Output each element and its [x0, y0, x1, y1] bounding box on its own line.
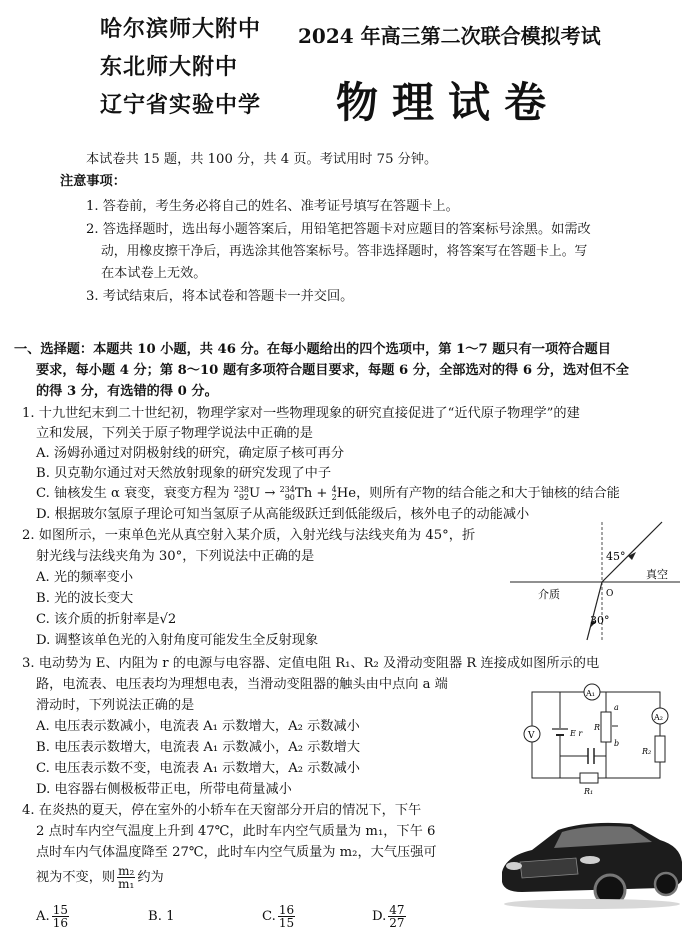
mass-ratio-fraction — [117, 865, 135, 890]
medium-label: 介质 — [538, 588, 560, 601]
exam-title: 2024 年高三第二次联合模拟考试 — [298, 24, 601, 48]
he-atomic-number: 2 — [331, 492, 337, 502]
notice-heading: 注意事项： — [60, 174, 126, 189]
q2-option-a: A. 光的频率变小 — [36, 570, 134, 585]
resistor-r2-label: R₂ — [642, 747, 652, 756]
option-d-label: D. — [372, 909, 387, 924]
decay-arrow: → — [264, 486, 276, 501]
option-b-label: B. — [148, 909, 162, 924]
refraction-diagram — [510, 520, 685, 645]
q1-option-d: D. 根据玻尔氢原子理论可知当氢原子从高能级跃迁到低能级后，核外电子的动能减小 — [36, 507, 530, 522]
car-picture — [492, 800, 687, 912]
school-name-3: 辽宁省实验中学 — [100, 93, 262, 118]
notice-item: 在本试卷上无效。 — [101, 266, 207, 281]
q2-option-b: B. 光的波长变大 — [36, 591, 134, 606]
q4-option-d — [372, 904, 408, 929]
section-heading-cont: 的得 3 分，有选错的得 0 分。 — [36, 384, 218, 399]
notice-item: 1. 答卷前，考生务必将自己的姓名、准考证号填写在答题卡上。 — [86, 199, 459, 214]
u-atomic-number: 92 — [238, 492, 250, 502]
option-c-denominator: 15 — [278, 916, 295, 930]
rheostat-label: R — [594, 723, 601, 732]
resistor-r1 — [580, 773, 598, 783]
q4-stem: 2 点时车内空气温度上升到 47℃，此时车内空气质量为 m₁，下午 6 — [36, 824, 436, 839]
plus-sign: + — [316, 486, 328, 501]
q1-option-b: B. 贝克勒尔通过对天然放射现象的研究发现了中子 — [36, 466, 332, 481]
q4-stem: 4. 在炎热的夏天，停在室外的小轿车在天窗部分开启的情况下，下午 — [22, 803, 422, 818]
option-d-denominator: 27 — [389, 916, 405, 930]
q2-option-d: D. 调整该单色光的入射角度可能发生全反射现象 — [36, 633, 319, 648]
q1-option-c-suffix: ，则所有产物的结合能之和大于铀核的结合能 — [356, 486, 620, 501]
q4-stem: 点时车内气体温度降至 27℃，此时车内空气质量为 m₂，大气压强可 — [36, 845, 437, 860]
ammeter-a2-label: A₂ — [654, 713, 663, 722]
q3-option-a: A. 电压表示数减小，电流表 A₁ 示数增大，A₂ 示数减小 — [36, 719, 360, 734]
notice-item: 3. 考试结束后，将本试卷和答题卡一并交回。 — [86, 289, 354, 304]
point-o-label: O — [606, 589, 614, 599]
q2-stem: 2. 如图所示，一束单色光从真空射入某介质，入射光线与法线夹角为 45°，折 — [22, 528, 476, 543]
resistor-r2 — [655, 736, 665, 762]
car-shadow — [504, 899, 680, 909]
paper-title: 物理试卷 — [336, 78, 561, 127]
option-a-label: A. — [36, 909, 50, 924]
option-c-label: C. — [262, 909, 276, 924]
option-b-value: 1 — [166, 909, 175, 924]
q4-option-c — [262, 904, 297, 929]
q2-option-c: C. 该介质的折射率是√2 — [36, 612, 177, 627]
car-grille — [520, 858, 578, 878]
source-label: E r — [570, 729, 583, 738]
q1-stem: 立和发展，下列关于原子物理学说法中正确的是 — [36, 426, 313, 441]
th-atomic-number: 90 — [284, 492, 295, 502]
vacuum-label: 真空 — [646, 568, 668, 581]
q3-option-b: B. 电压表示数增大，电流表 A₁ 示数减小，A₂ 示数增大 — [36, 740, 361, 755]
angle-30-label: 30° — [590, 614, 610, 627]
q4-option-a — [36, 904, 71, 929]
voltmeter-label: V — [528, 731, 535, 741]
th-symbol: Th — [294, 486, 313, 501]
circuit-outer-loop — [532, 692, 660, 778]
notice-item: 2. 答选择题时，选出每小题答案后，用铅笔把答题卡对应题目的答案标号涂黑。如需改 — [86, 222, 591, 237]
u-symbol: U — [249, 486, 261, 501]
option-a-denominator: 16 — [52, 916, 68, 930]
q4-last-suffix: 约为 — [137, 870, 164, 885]
he-symbol: He — [336, 486, 357, 501]
q2-stem: 射光线与法线夹角为 30°，下列说法中正确的是 — [36, 549, 315, 564]
ratio-denominator: m₁ — [118, 877, 135, 891]
ratio-numerator: m₂ — [118, 864, 135, 878]
terminal-a-label: a — [614, 703, 619, 712]
section-heading: 一、选择题：本题共 10 小题，共 46 分。在每小题给出的四个选项中，第 1～7 题只有一项符合题目 — [14, 342, 611, 357]
school-name-1: 哈尔滨师大附中 — [100, 17, 262, 42]
q1-option-a: A. 汤姆孙通过对阴极射线的研究，确定原子核可再分 — [36, 446, 345, 461]
q3-option-c: C. 电压表示数不变，电流表 A₁ 示数增大，A₂ 示数减小 — [36, 761, 360, 776]
school-name-2: 东北师大附中 — [100, 55, 239, 80]
q3-option-d: D. 电容器右侧极板带正电，所带电荷量减小 — [36, 782, 292, 797]
resistor-r1-label: R₁ — [584, 787, 594, 796]
th-mass-number: 234 — [279, 484, 295, 494]
q1-option-c-prefix: C. 铀核发生 α 衰变，衰变方程为 — [36, 486, 230, 501]
car-headlight-left — [506, 862, 522, 870]
car-headlight-right — [580, 856, 600, 864]
ammeter-a1-label: A₁ — [586, 689, 595, 698]
q4-last-prefix: 视为不变，则 — [36, 870, 116, 885]
q3-stem: 3. 电动势为 E、内阻为 r 的电源与电容器、定值电阻 R₁、R₂ 及滑动变阻器 R 连接成如图所示的电 — [22, 656, 600, 671]
q4-option-b — [148, 909, 174, 924]
option-c-numerator: 16 — [278, 903, 295, 917]
incident-arrow-icon — [628, 552, 636, 560]
angle-45-label: 45° — [606, 550, 626, 563]
q1-stem: 1. 十九世纪末到二十世纪初，物理学家对一些物理现象的研究直接促进了“近代原子物理学”的建 — [22, 406, 580, 421]
refracted-ray — [587, 582, 602, 640]
circuit-diagram — [514, 678, 684, 796]
option-a-numerator: 15 — [52, 903, 68, 917]
car-rear-wheel — [655, 873, 677, 895]
notice-item: 动，用橡皮擦干净后，再选涂其他答案标号。答非选择题时，将答案写在答题卡上。写 — [101, 244, 588, 259]
he-mass-number: 4 — [331, 484, 337, 494]
q1-option-c — [36, 484, 620, 504]
terminal-b-label: b — [614, 739, 620, 748]
section-heading-cont: 要求，每小题 4 分；第 8～10 题有多项符合题目要求，每题 6 分，全部选对的得 6 分，选对但不全 — [36, 363, 629, 378]
q3-stem: 滑动时，下列说法正确的是 — [36, 698, 195, 713]
q4-stem-last — [36, 864, 164, 892]
u-mass-number: 238 — [233, 484, 250, 494]
option-d-numerator: 47 — [389, 903, 405, 917]
intro-text: 本试卷共 15 题，共 100 分，共 4 页。考试用时 75 分钟。 — [86, 152, 438, 167]
q3-stem: 路，电流表、电压表均为理想电表，当滑动变阻器的触头由中点向 a 端 — [36, 677, 448, 692]
rheostat-r — [601, 712, 611, 742]
